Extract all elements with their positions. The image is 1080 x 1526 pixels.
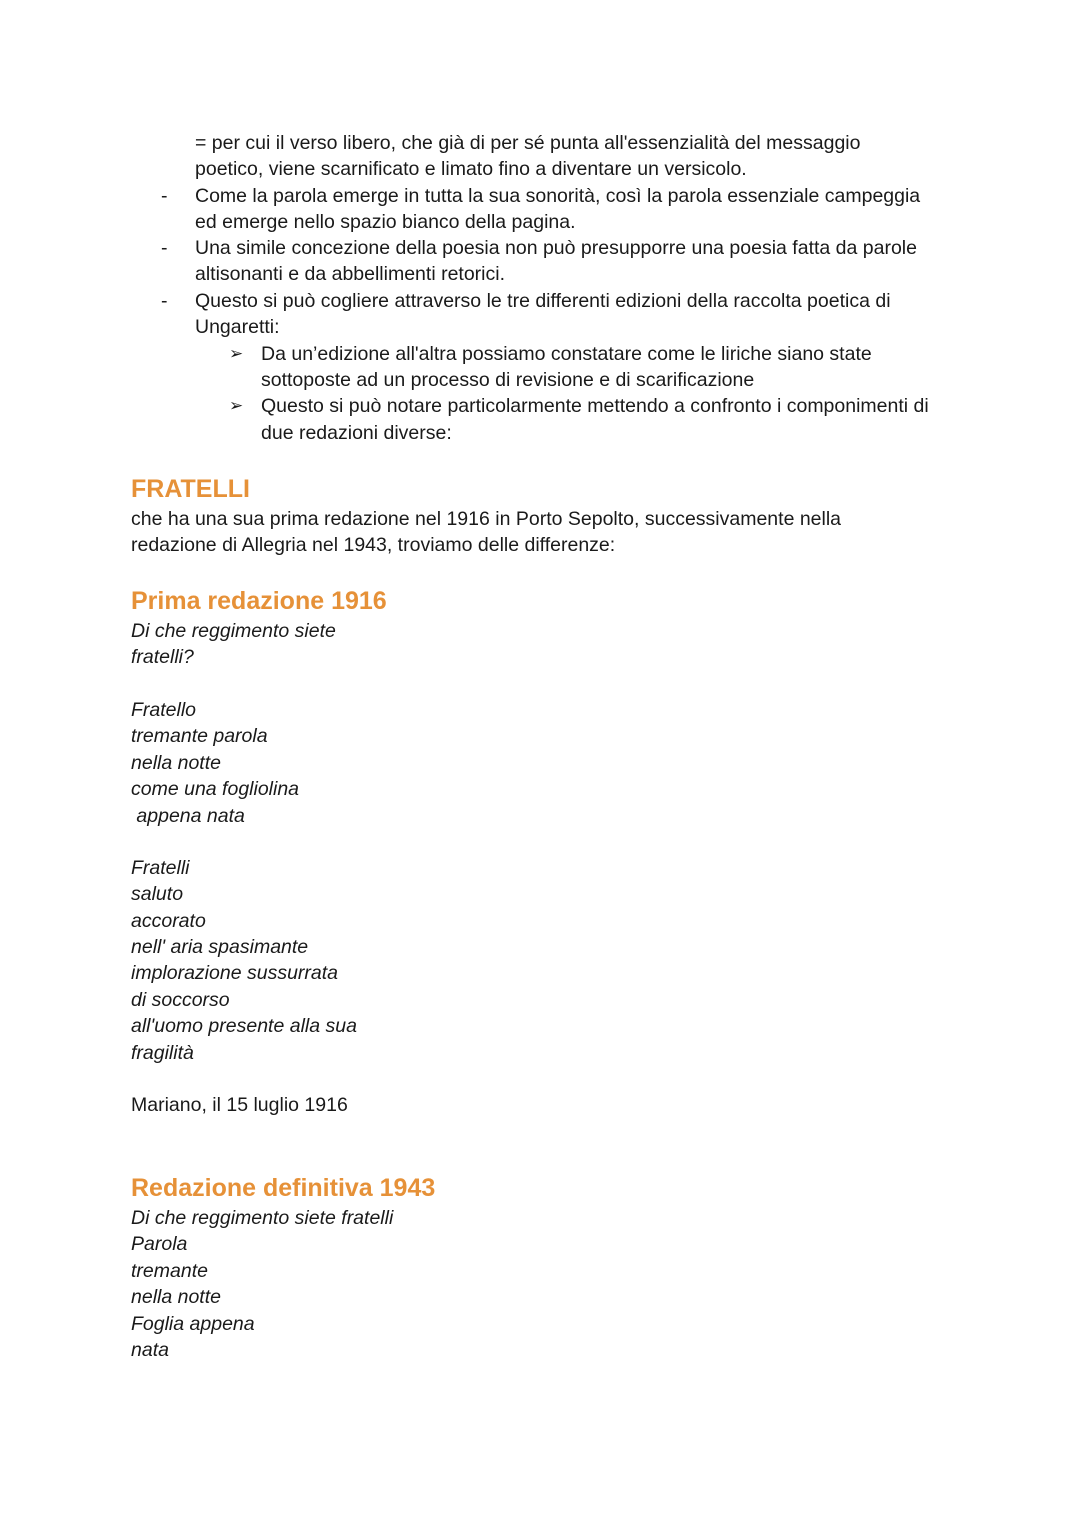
poem-line: Parola: [131, 1233, 188, 1255]
poem-signature: Mariano, il 15 luglio 1916: [131, 1094, 348, 1116]
poem-line: di soccorso: [131, 989, 230, 1011]
poem-line: Foglia appena: [131, 1313, 255, 1335]
arrow-bullet-icon: ➢: [229, 396, 244, 415]
poem-line: accorato: [131, 910, 206, 932]
poem-line: nell' aria spasimante: [131, 936, 309, 958]
poem-line: tremante parola: [131, 725, 268, 747]
final-version-title: Redazione definitiva 1943: [131, 1174, 436, 1202]
intro-line: = per cui il verso libero, che già di per sé punta all'essenzialità del messaggio: [195, 132, 861, 154]
poem-line: implorazione sussurrata: [131, 962, 339, 984]
subbullet-text: due redazioni diverse:: [261, 422, 452, 444]
poem-line: tremante: [131, 1260, 208, 1282]
bullet-text: Ungaretti:: [195, 316, 280, 338]
first-version-title: Prima redazione 1916: [131, 587, 387, 615]
subbullet-text: sottoposte ad un processo di revisione e di scarificazione: [261, 369, 755, 391]
bullet-text: Come la parola emerge in tutta la sua sonorità, così la parola essenziale campeggia: [195, 185, 921, 207]
subbullet-text: Da un’edizione all'altra possiamo constatare come le liriche siano state: [261, 343, 872, 365]
bullet-marker: -: [161, 290, 168, 312]
bullet-text: Questo si può cogliere attraverso le tre differenti edizioni della raccolta poetica di: [195, 290, 891, 312]
poem-line: nata: [131, 1339, 169, 1361]
poem-line: saluto: [131, 883, 184, 905]
bullet-text: altisonanti e da abbellimenti retorici.: [195, 263, 506, 285]
section-text: redazione di Allegria nel 1943, troviamo delle differenze:: [131, 534, 616, 556]
bullet-text: Una simile concezione della poesia non può presupporre una poesia fatta da parole: [195, 237, 917, 259]
section-text: che ha una sua prima redazione nel 1916 in Porto Sepolto, successivamente nella: [131, 508, 842, 530]
poem-line: Di che reggimento siete: [131, 620, 336, 642]
section-title: FRATELLI: [131, 475, 250, 503]
subbullet-text: Questo si può notare particolarmente mettendo a confronto i componimenti di: [261, 395, 929, 417]
poem-line: all'uomo presente alla sua: [131, 1015, 357, 1037]
poem-line: nella notte: [131, 752, 221, 774]
poem-line: Fratelli: [131, 857, 190, 879]
poem-line: Di che reggimento siete fratelli: [131, 1207, 394, 1229]
bullet-marker: -: [161, 237, 168, 259]
bullet-marker: -: [161, 185, 168, 207]
poem-line: appena nata: [131, 805, 245, 827]
poem-line: fragilità: [131, 1042, 194, 1064]
poem-line: fratelli?: [131, 646, 194, 668]
poem-line: nella notte: [131, 1286, 221, 1308]
poem-line: come una fogliolina: [131, 778, 300, 800]
arrow-bullet-icon: ➢: [229, 344, 244, 363]
bullet-text: ed emerge nello spazio bianco della pagina.: [195, 211, 576, 233]
poem-line: Fratello: [131, 699, 197, 721]
intro-line: poetico, viene scarnificato e limato fino a diventare un versicolo.: [195, 158, 747, 180]
